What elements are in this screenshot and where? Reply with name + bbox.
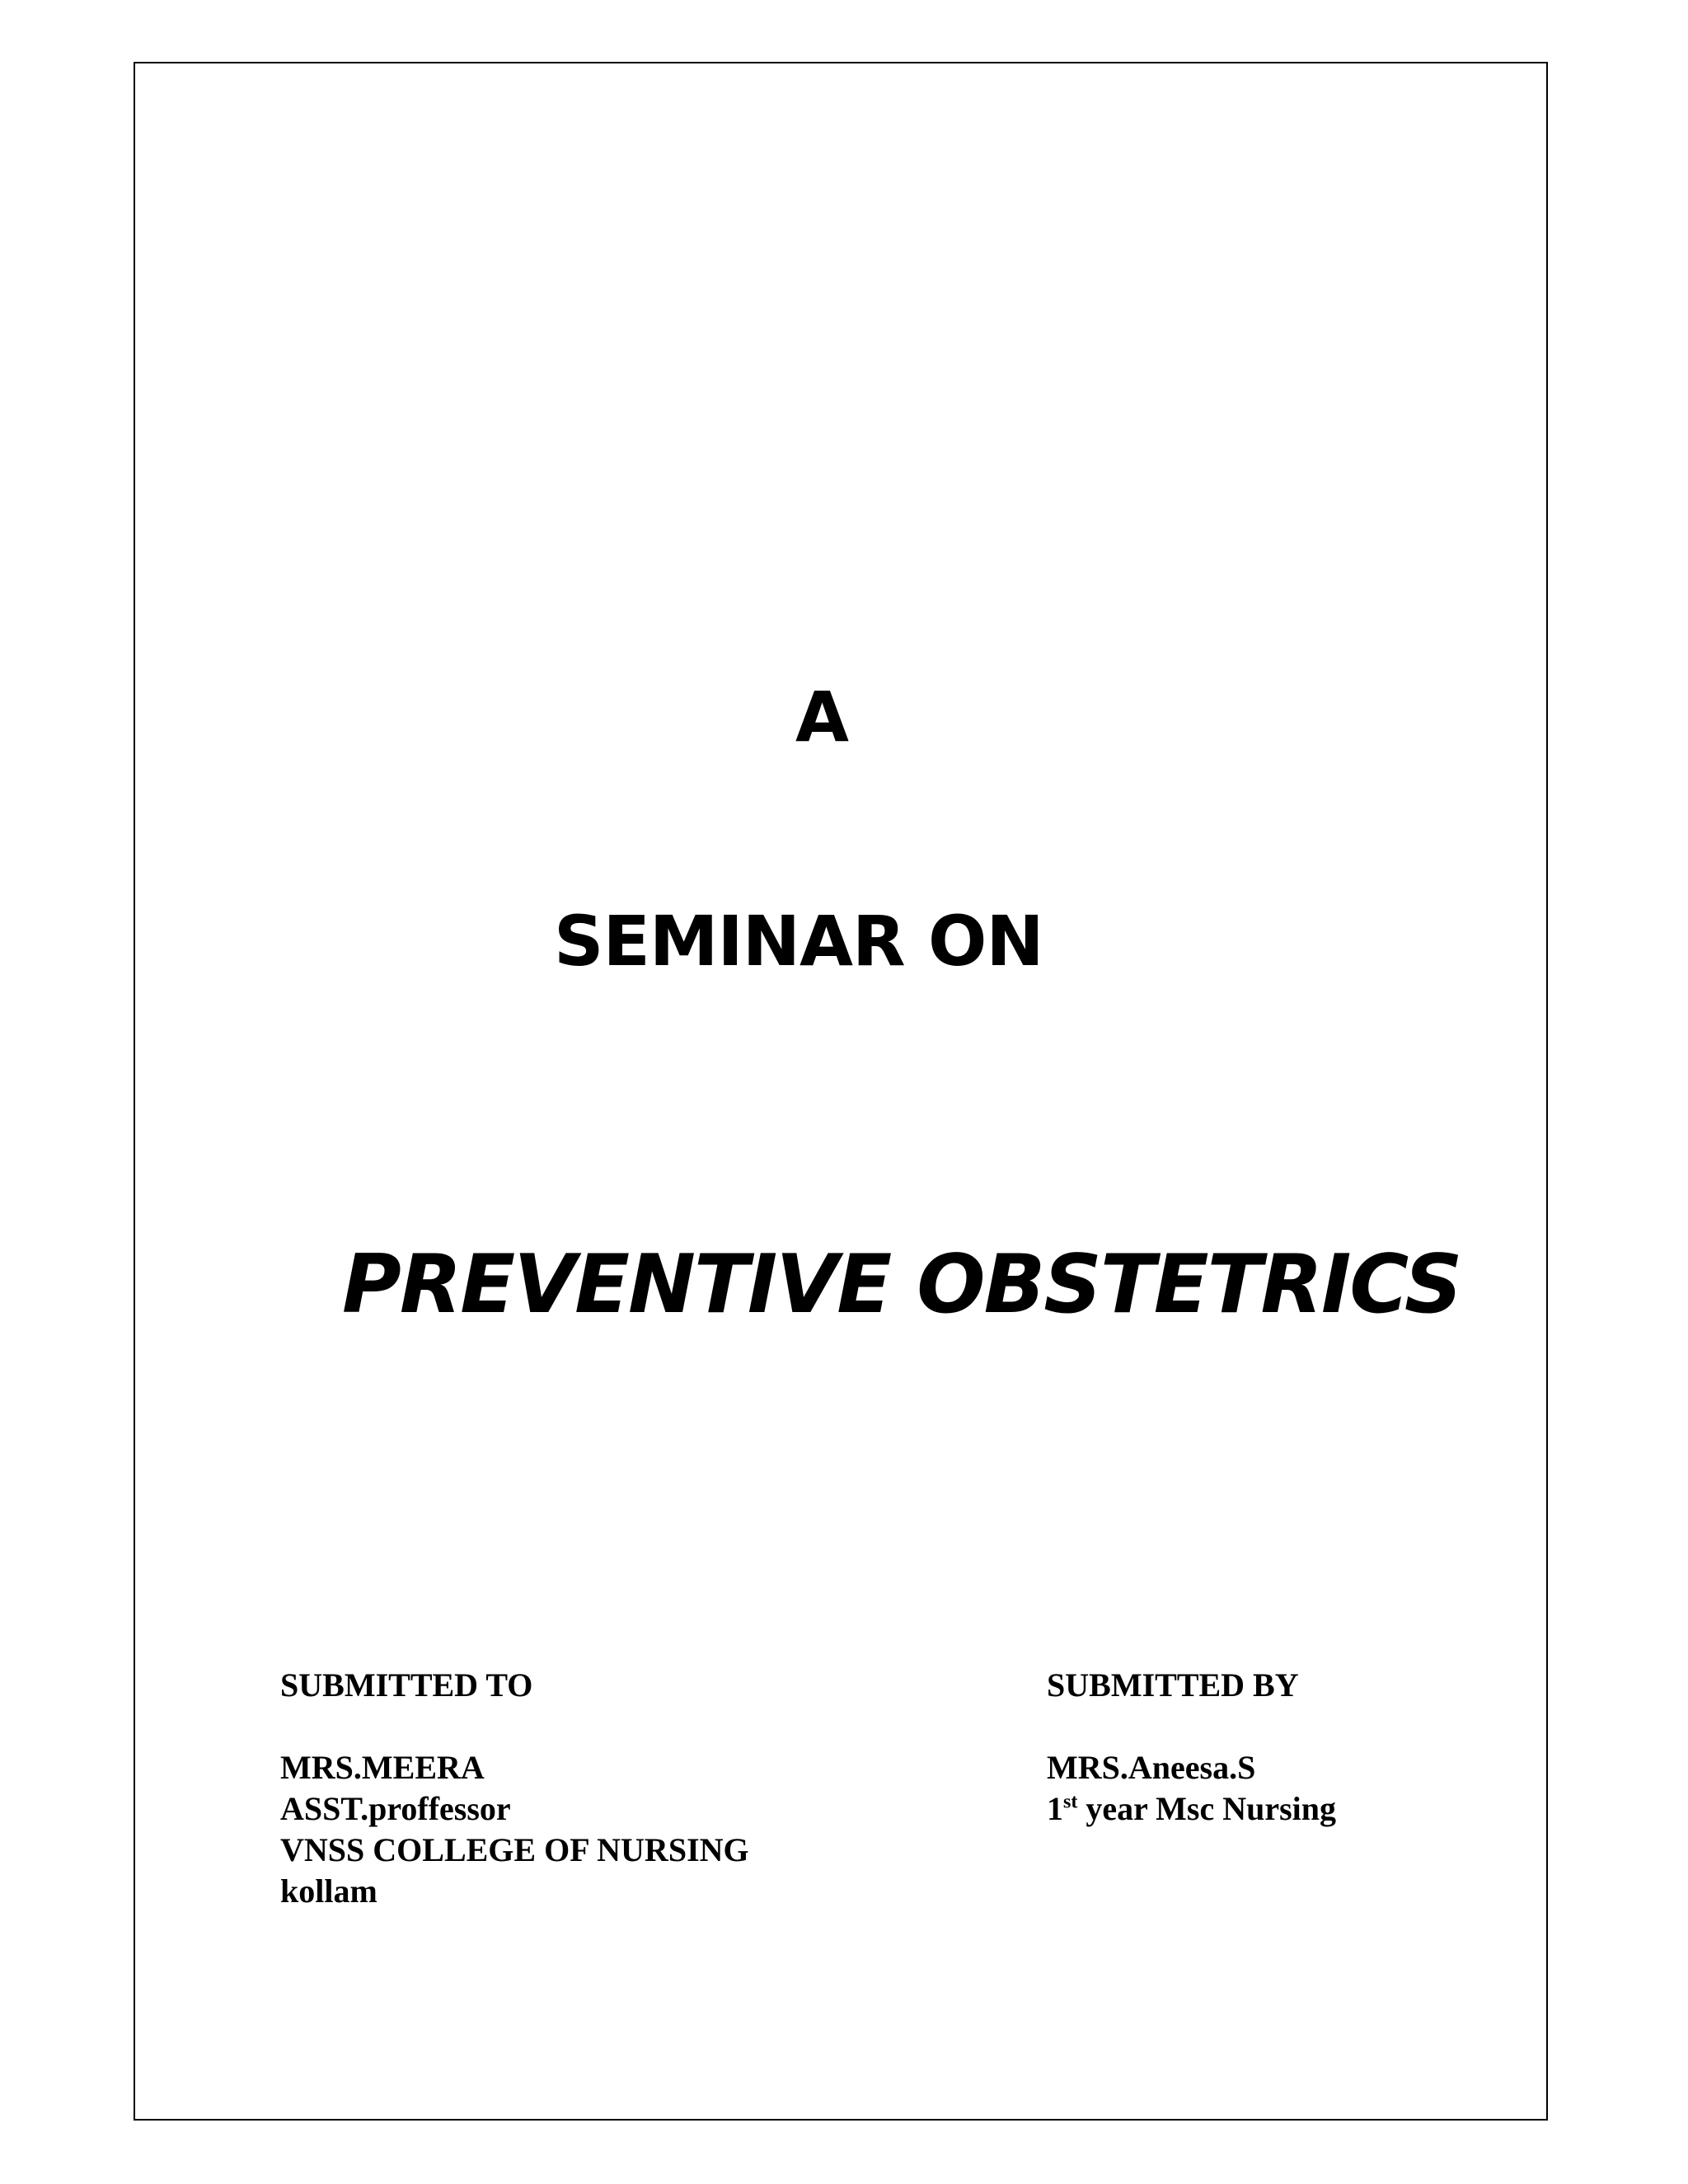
submitted-to-heading: SUBMITTED TO: [280, 1666, 533, 1704]
submitted-by-block: [1047, 1665, 1336, 1830]
guide-designation: ASST.proffessor: [280, 1790, 511, 1827]
submitted-to-block: [280, 1665, 749, 1912]
student-name: MRS.Aneesa.S: [1047, 1749, 1256, 1786]
title-line-a: A: [795, 677, 850, 757]
student-year-number: 1: [1047, 1790, 1063, 1827]
student-year-suffix: st: [1063, 1791, 1078, 1813]
submitted-by-heading: SUBMITTED BY: [1047, 1666, 1299, 1704]
title-line-seminar: SEMINAR ON: [554, 901, 1043, 982]
guide-name: MRS.MEERA: [280, 1749, 485, 1786]
seminar-topic: PREVENTIVE OBSTETRICS: [342, 1238, 1461, 1332]
guide-place: kollam: [280, 1872, 377, 1910]
student-course: [1047, 1788, 1336, 1830]
guide-institution: VNSS COLLEGE OF NURSING: [280, 1831, 749, 1868]
student-course-text: year Msc Nursing: [1077, 1790, 1337, 1827]
